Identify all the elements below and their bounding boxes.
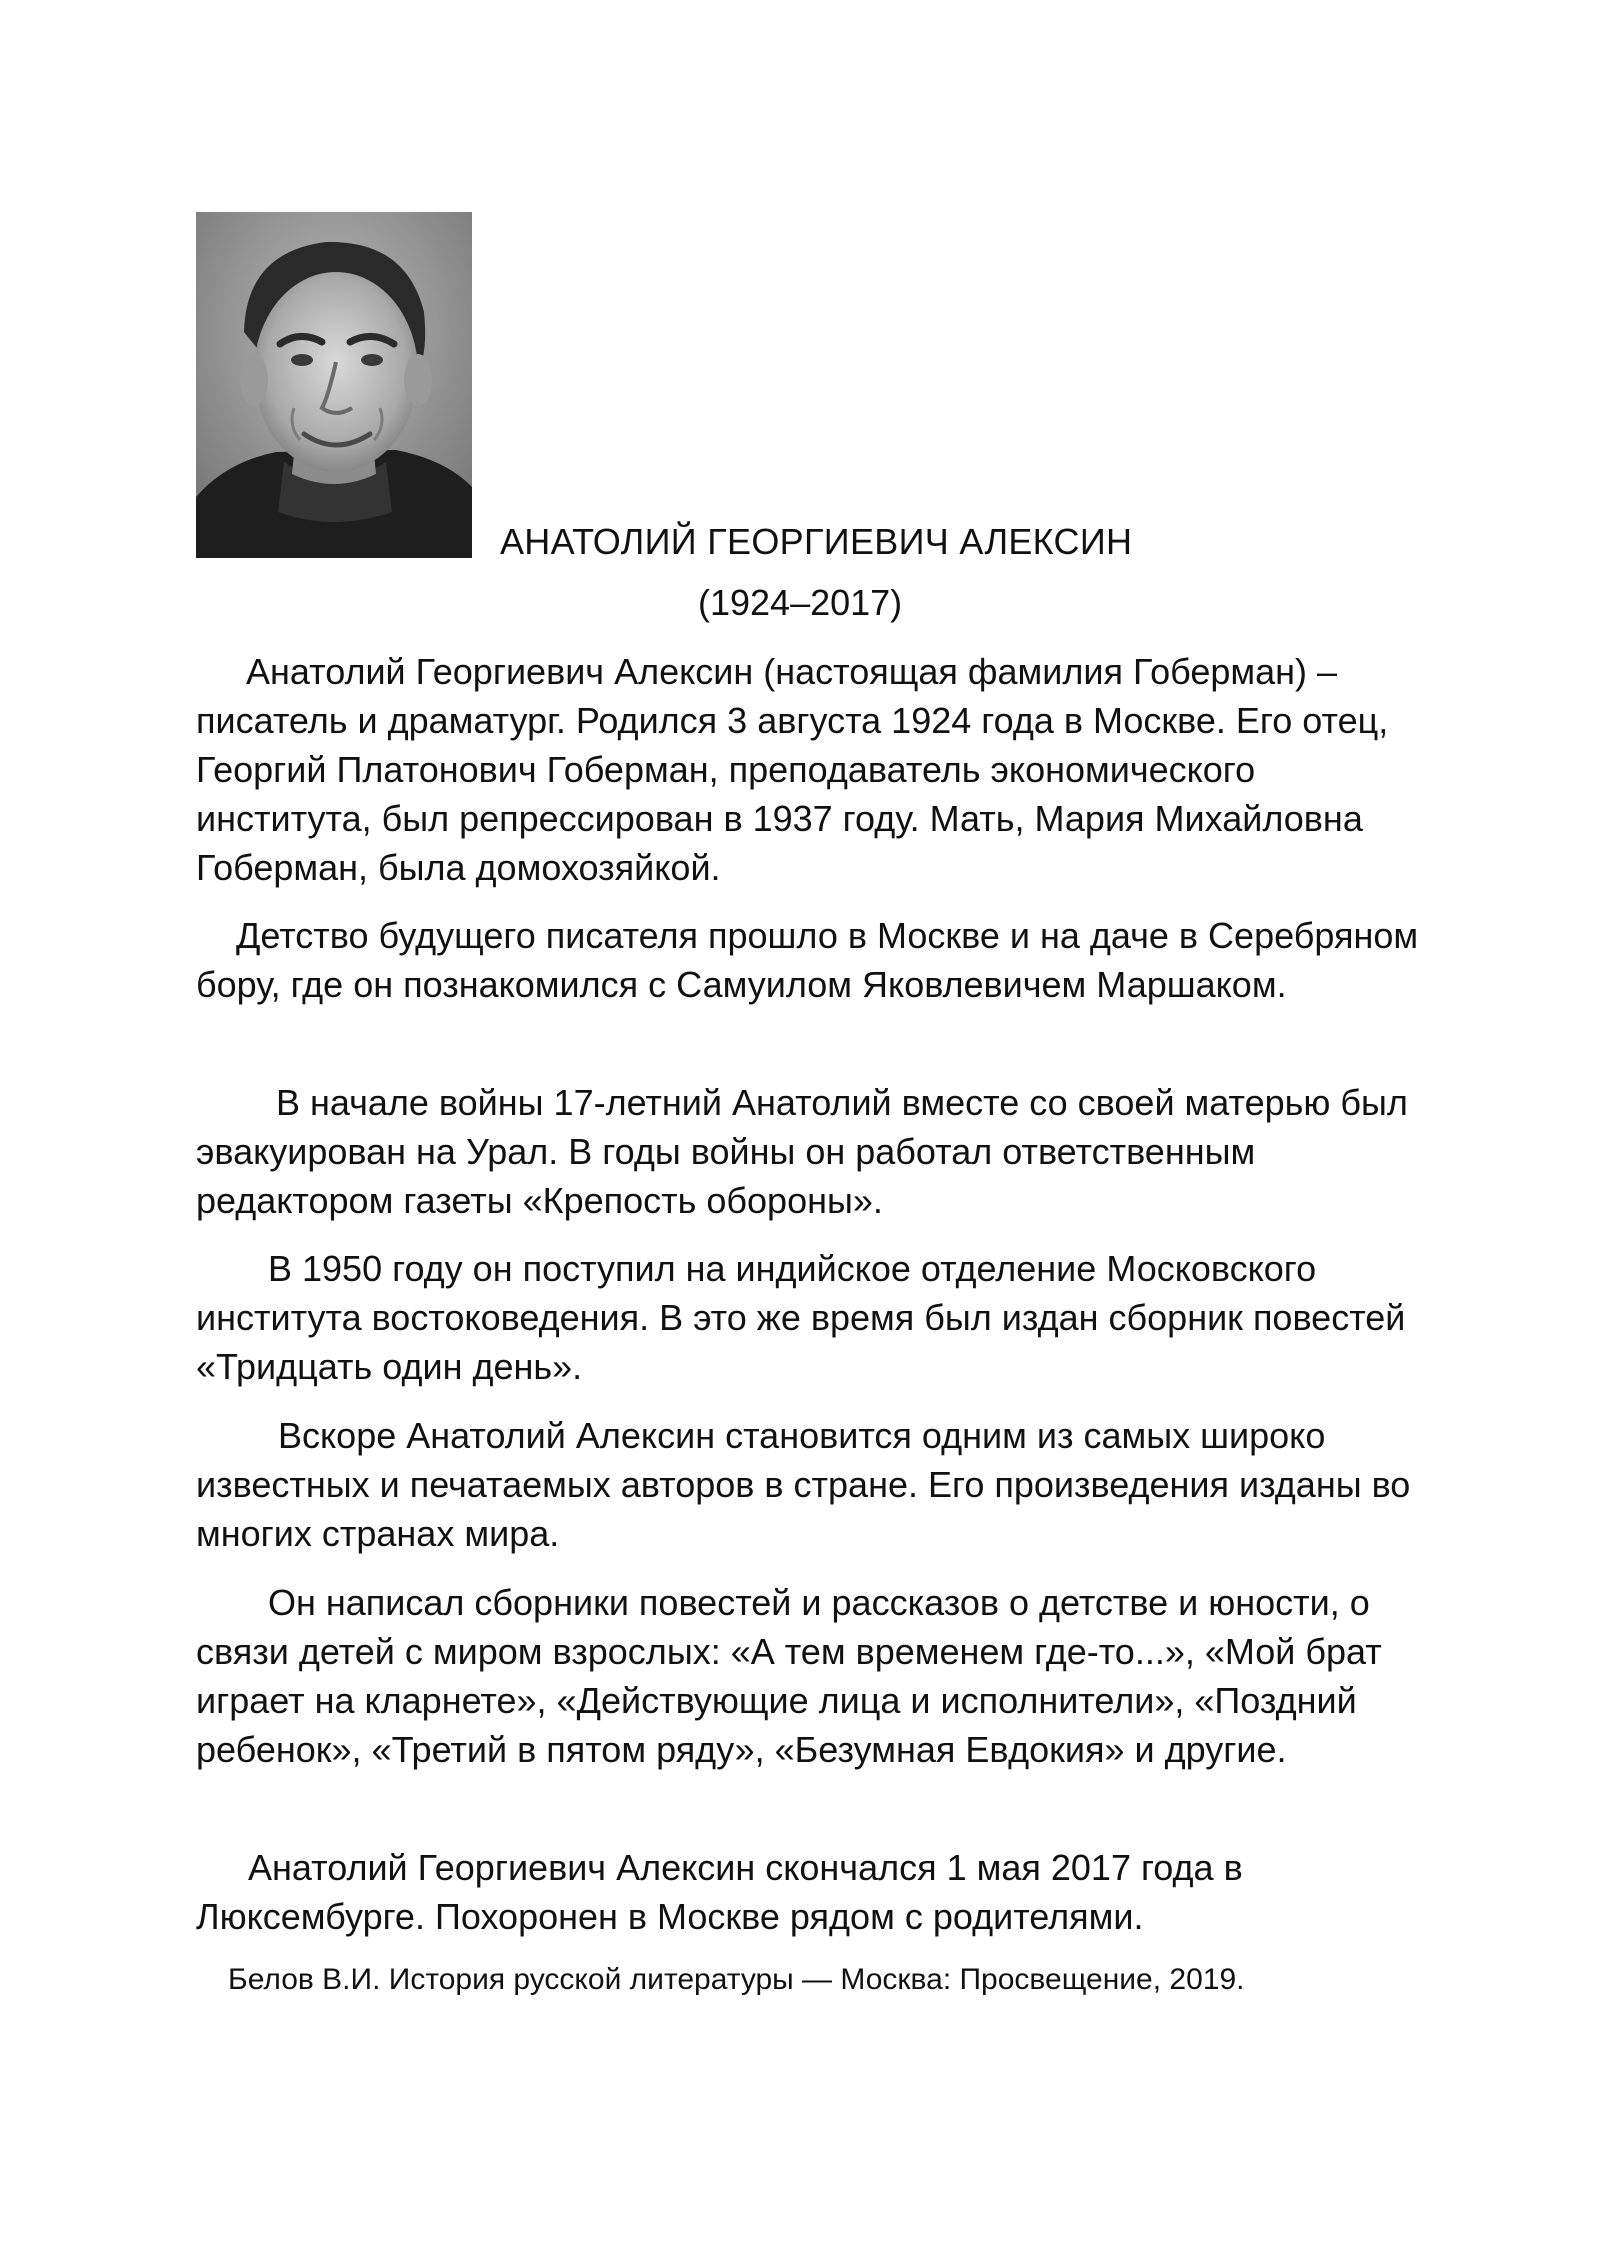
bio-paragraph-war: В начале войны 17-летний Анатолий вместе со своей матерью был эвакуирован на Урал. В годы войны он работал ответственным редактором газеты «Крепость обороны». — [196, 1082, 1408, 1221]
author-life-years: (1924–2017) — [698, 582, 903, 623]
bio-paragraph-fame: Вскоре Анатолий Алексин становится одним из самых широко известных и печатаемых авторов в стране. Его произведения изданы во многих странах мира. — [196, 1415, 1411, 1554]
bio-paragraph-origin: Анатолий Георгиевич Алексин (настоящая фамилия Гоберман) – писатель и драматург. Родился 3 августа 1924 года в Москве. Его отец, Георгий Платонович Гоберман, преподаватель экономического института, был репрессирован в 1937 году. Мать, Мария Михайловна Гоберман, была домохозяйкой. — [196, 651, 1389, 888]
bio-paragraph-works: Он написал сборники повестей и рассказов о детстве и юности, о связи детей с миром взрослых: «А тем временем где-то...», «Мой брат играет на кларнете», «Действующие лица и исполнители», «Поздний ребенок», «Третий в пятом ряду», «Безумная Евдокия» и другие. — [196, 1582, 1382, 1770]
bio-paragraph-education: В 1950 году он поступил на индийское отделение Московского института востоковедения. В это же время был издан сборник повестей «Тридцать один день». — [196, 1248, 1406, 1387]
bio-paragraph-childhood: Детство будущего писателя прошло в Москве и на даче в Серебряном бору, где он познакомился с Самуилом Яковлевичем Маршаком. — [196, 915, 1419, 1005]
bio-paragraph-death: Анатолий Георгиевич Алексин скончался 1 мая 2017 года в Люксембурге. Похоронен в Москве рядом с родителями. — [196, 1847, 1243, 1937]
source-citation: Белов В.И. История русской литературы — Москва: Просвещение, 2019. — [228, 1963, 1245, 1996]
author-name-heading: АНАТОЛИЙ ГЕОРГИЕВИЧ АЛЕКСИН — [500, 521, 1133, 562]
author-portrait — [196, 212, 472, 558]
